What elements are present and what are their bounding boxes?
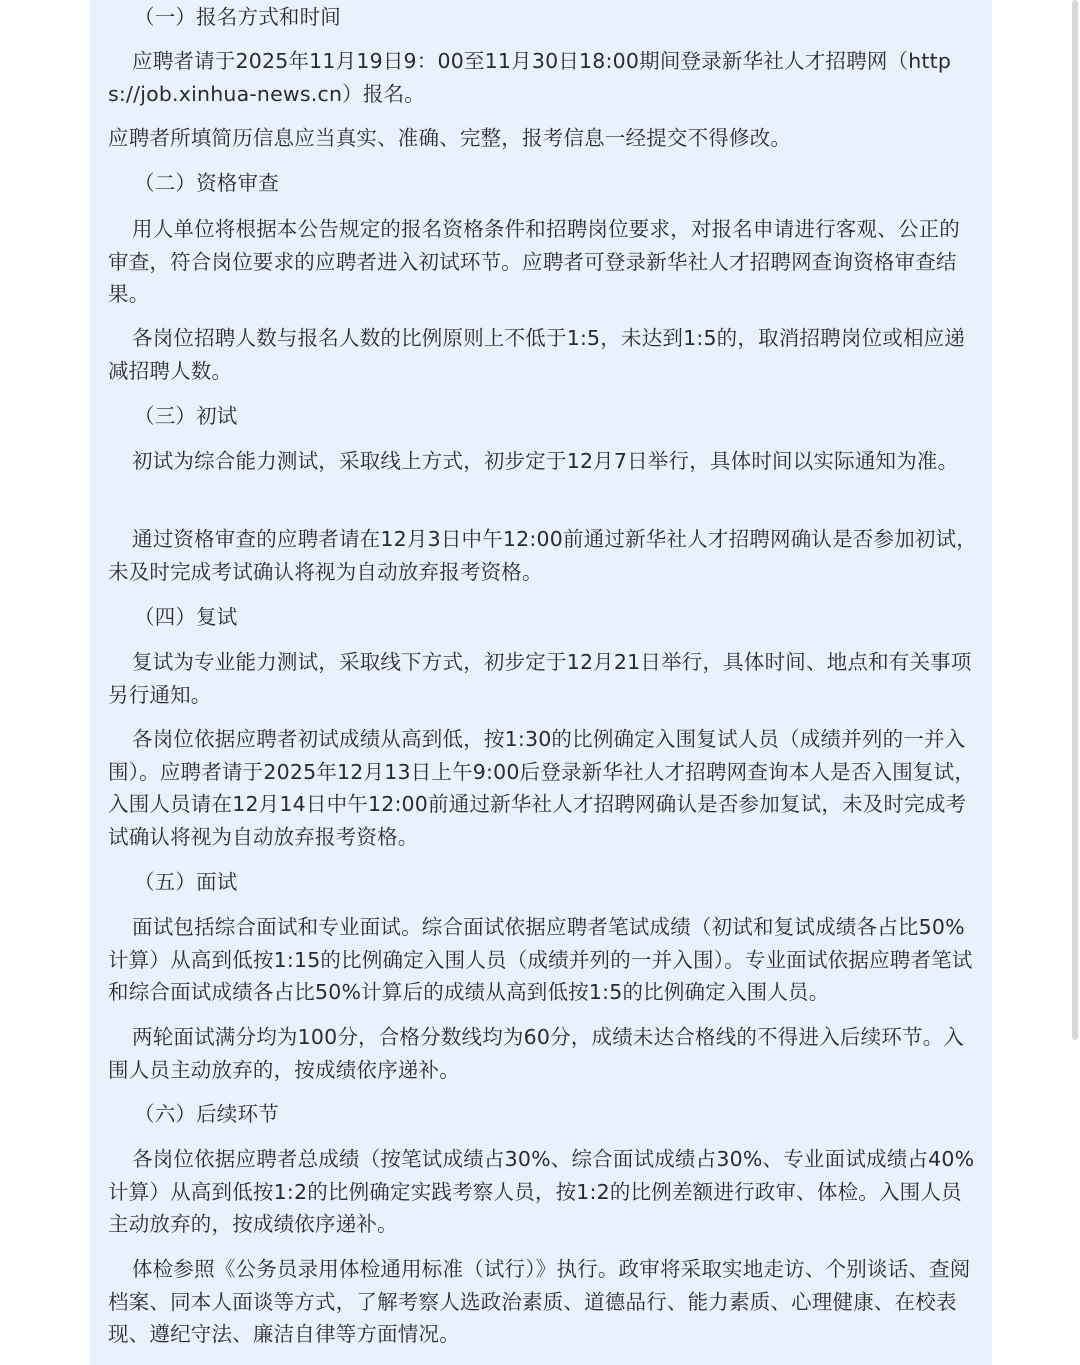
section-heading-4: （四）复试 bbox=[134, 605, 238, 629]
section-heading-3: （三）初试 bbox=[134, 404, 238, 428]
paragraph: 应聘者请于2025年11月19日9：00至11月30日18:00期间登录新华社人才招聘网（https://job.xinhua-news.cn）报名。 bbox=[108, 49, 952, 106]
scrollbar[interactable] bbox=[1072, 0, 1080, 1365]
paragraph: 通过资格审查的应聘者请在12月3日中午12:00前通过新华社人才招聘网确认是否参加初试，未及时完成考试确认将视为自动放弃报考资格。 bbox=[108, 527, 978, 584]
section-heading-2: （二）资格审查 bbox=[134, 171, 279, 195]
paragraph: 各岗位招聘人数与报名人数的比例原则上不低于1:5，未达到1:5的，取消招聘岗位或相应递减招聘人数。 bbox=[108, 326, 966, 383]
section-heading-6: （六）后续环节 bbox=[134, 1102, 279, 1126]
paragraph: 各岗位依据应聘者总成绩（按笔试成绩占30%、综合面试成绩占30%、专业面试成绩占40%计算）从高到低按1:2的比例确定实践考察人员，按1:2的比例差额进行政审、体检。入围人员主动放弃的，按成绩依序递补。 bbox=[108, 1147, 975, 1236]
paragraph: 复试为专业能力测试，采取线下方式，初步定于12月21日举行，具体时间、地点和有关事项另行通知。 bbox=[108, 650, 972, 707]
paragraph: 各岗位依据应聘者初试成绩从高到低，按1:30的比例确定入围复试人员（成绩并列的一并入围）。应聘者请于2025年12月13日上午9:00后登录新华社人才招聘网查询本人是否入围复试，入围人员请在12月14日中午12:00前通过新华社人才招聘网确认是否参加复试，未及时完成考试确认将视为自动放弃报考资格。 bbox=[108, 727, 976, 849]
paragraph: 面试包括综合面试和专业面试。综合面试依据应聘者笔试成绩（初试和复试成绩各占比50%计算）从高到低按1:15的比例确定入围人员（成绩并列的一并入围）。专业面试依据应聘者笔试和综合面试成绩各占比50%计算后的成绩从高到低按1:5的比例确定入围人员。 bbox=[108, 915, 973, 1004]
paragraph: 应聘者所填简历信息应当真实、准确、完整，报考信息一经提交不得修改。 bbox=[108, 126, 792, 150]
scrollbar-thumb[interactable] bbox=[1072, 0, 1078, 1040]
paragraph: 初试为综合能力测试，采取线上方式，初步定于12月7日举行，具体时间以实际通知为准。 bbox=[132, 449, 959, 473]
paragraph: 两轮面试满分均为100分，合格分数线均为60分，成绩未达合格线的不得进入后续环节。入围人员主动放弃的，按成绩依序递补。 bbox=[108, 1025, 965, 1082]
paragraph: 体检参照《公务员录用体检通用标准（试行）》执行。政审将采取实地走访、个别谈话、查阅档案、同本人面谈等方式，了解考察人选政治素质、道德品行、能力素质、心理健康、在校表现、遵纪守法、廉洁自律等方面情况。 bbox=[108, 1257, 971, 1346]
section-heading-1: （一）报名方式和时间 bbox=[134, 5, 341, 29]
section-heading-5: （五）面试 bbox=[134, 870, 238, 894]
paragraph: 用人单位将根据本公告规定的报名资格条件和招聘岗位要求，对报名申请进行客观、公正的审查，符合岗位要求的应聘者进入初试环节。应聘者可登录新华社人才招聘网查询资格审查结果。 bbox=[108, 217, 960, 306]
